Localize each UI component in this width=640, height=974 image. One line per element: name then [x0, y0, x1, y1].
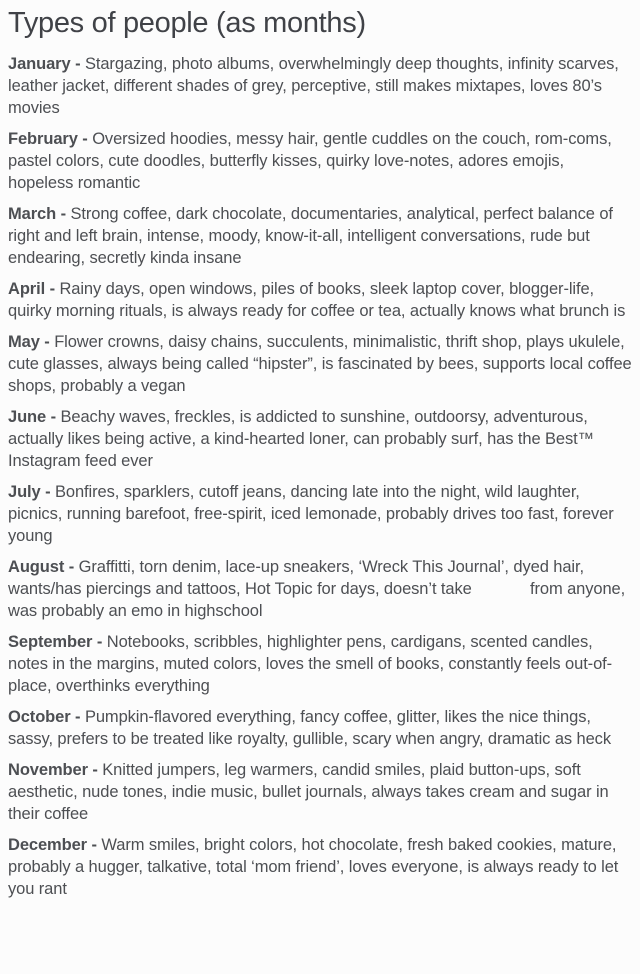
month-separator: - — [96, 633, 103, 651]
month-description: Rainy days, open windows, piles of books, sleek laptop cover, blogger-life, quirky morning rituals, is always ready for coffee or tea, actually knows what brunch is — [8, 280, 626, 320]
month-separator: - — [68, 558, 75, 576]
month-name: December — [8, 836, 87, 854]
month-paragraph — [8, 331, 632, 397]
month-description: Oversized hoodies, messy hair, gentle cuddles on the couch, rom-coms, pastel colors, cute doodles, butterfly kisses, quirky love-notes, adores emojis, hopeless romantic — [8, 130, 612, 192]
month-name: September — [8, 633, 93, 651]
month-paragraph — [8, 53, 632, 119]
month-paragraph — [8, 556, 632, 622]
month-paragraph — [8, 759, 632, 825]
month-description: Stargazing, photo albums, overwhelmingly deep thoughts, infinity scarves, leather jacket, different shades of grey, perceptive, still makes mixtapes, loves 80’s movies — [8, 55, 619, 117]
month-paragraph — [8, 128, 632, 194]
month-separator: - — [75, 55, 81, 73]
month-name: October — [8, 708, 71, 726]
month-name: July — [8, 483, 41, 501]
month-paragraph — [8, 406, 632, 472]
month-separator: - — [44, 333, 50, 351]
month-description: Bonfires, sparklers, cutoff jeans, dancing late into the night, wild laughter, picnics, running barefoot, free-spirit, iced lemonade, probably drives too fast, forever young — [8, 483, 614, 545]
month-description: Beachy waves, freckles, is addicted to sunshine, outdoorsy, adventurous, actually likes being active, a kind-hearted loner, can probably surf, has the Best™ Instagram feed ever — [8, 408, 595, 470]
month-name: February — [8, 130, 78, 148]
month-paragraph — [8, 631, 632, 697]
month-paragraph — [8, 278, 632, 322]
month-description: Strong coffee, dark chocolate, documentaries, analytical, perfect balance of right and left brain, intense, moody, know-it-all, intelligent conversations, rude but endearing, secretly kinda insane — [8, 205, 613, 267]
month-separator: - — [82, 130, 88, 148]
month-name: August — [8, 558, 65, 576]
month-separator: - — [50, 408, 57, 426]
month-separator: - — [45, 483, 51, 501]
month-list — [8, 53, 632, 900]
month-name: November — [8, 761, 88, 779]
month-separator: - — [92, 761, 98, 779]
month-separator: - — [60, 205, 66, 223]
month-paragraph — [8, 481, 632, 547]
month-separator: - — [49, 280, 55, 298]
month-description: Knitted jumpers, leg warmers, candid smiles, plaid button-ups, soft aesthetic, nude tones, indie music, bullet journals, always takes cream and sugar in their coffee — [8, 761, 609, 823]
month-separator: - — [75, 708, 81, 726]
month-paragraph — [8, 706, 632, 750]
month-description: Notebooks, scribbles, highlighter pens, cardigans, scented candles, notes in the margins, muted colors, loves the smell of books, constantly feels out-of-place, overthinks everything — [8, 633, 613, 695]
month-name: May — [8, 333, 40, 351]
month-description: Flower crowns, daisy chains, succulents, minimalistic, thrift shop, plays ukulele, cute glasses, always being called “hipster”, is fascinated by bees, supports local coffee shops, probably a vegan — [8, 333, 632, 395]
month-description: Pumpkin-flavored everything, fancy coffee, glitter, likes the nice things, sassy, prefers to be treated like royalty, gullible, scary when angry, dramatic as heck — [8, 708, 611, 748]
month-separator: - — [91, 836, 97, 854]
month-paragraph — [8, 203, 632, 269]
page-title: Types of people (as months) — [8, 7, 366, 39]
month-name: January — [8, 55, 71, 73]
month-description: Graffitti, torn denim, lace-up sneakers, ‘Wreck This Journal’, dyed hair, wants/has piercings and tattoos, Hot Topic for days, doesn’t take from anyone, was probably an emo in highschool — [8, 558, 626, 620]
month-description: Warm smiles, bright colors, hot chocolate, fresh baked cookies, mature, probably a hugger, talkative, total ‘mom friend’, loves everyone, is always ready to let you rant — [8, 836, 619, 898]
month-paragraph — [8, 834, 632, 900]
month-name: March — [8, 205, 57, 223]
month-name: June — [8, 408, 47, 426]
month-name: April — [8, 280, 46, 298]
